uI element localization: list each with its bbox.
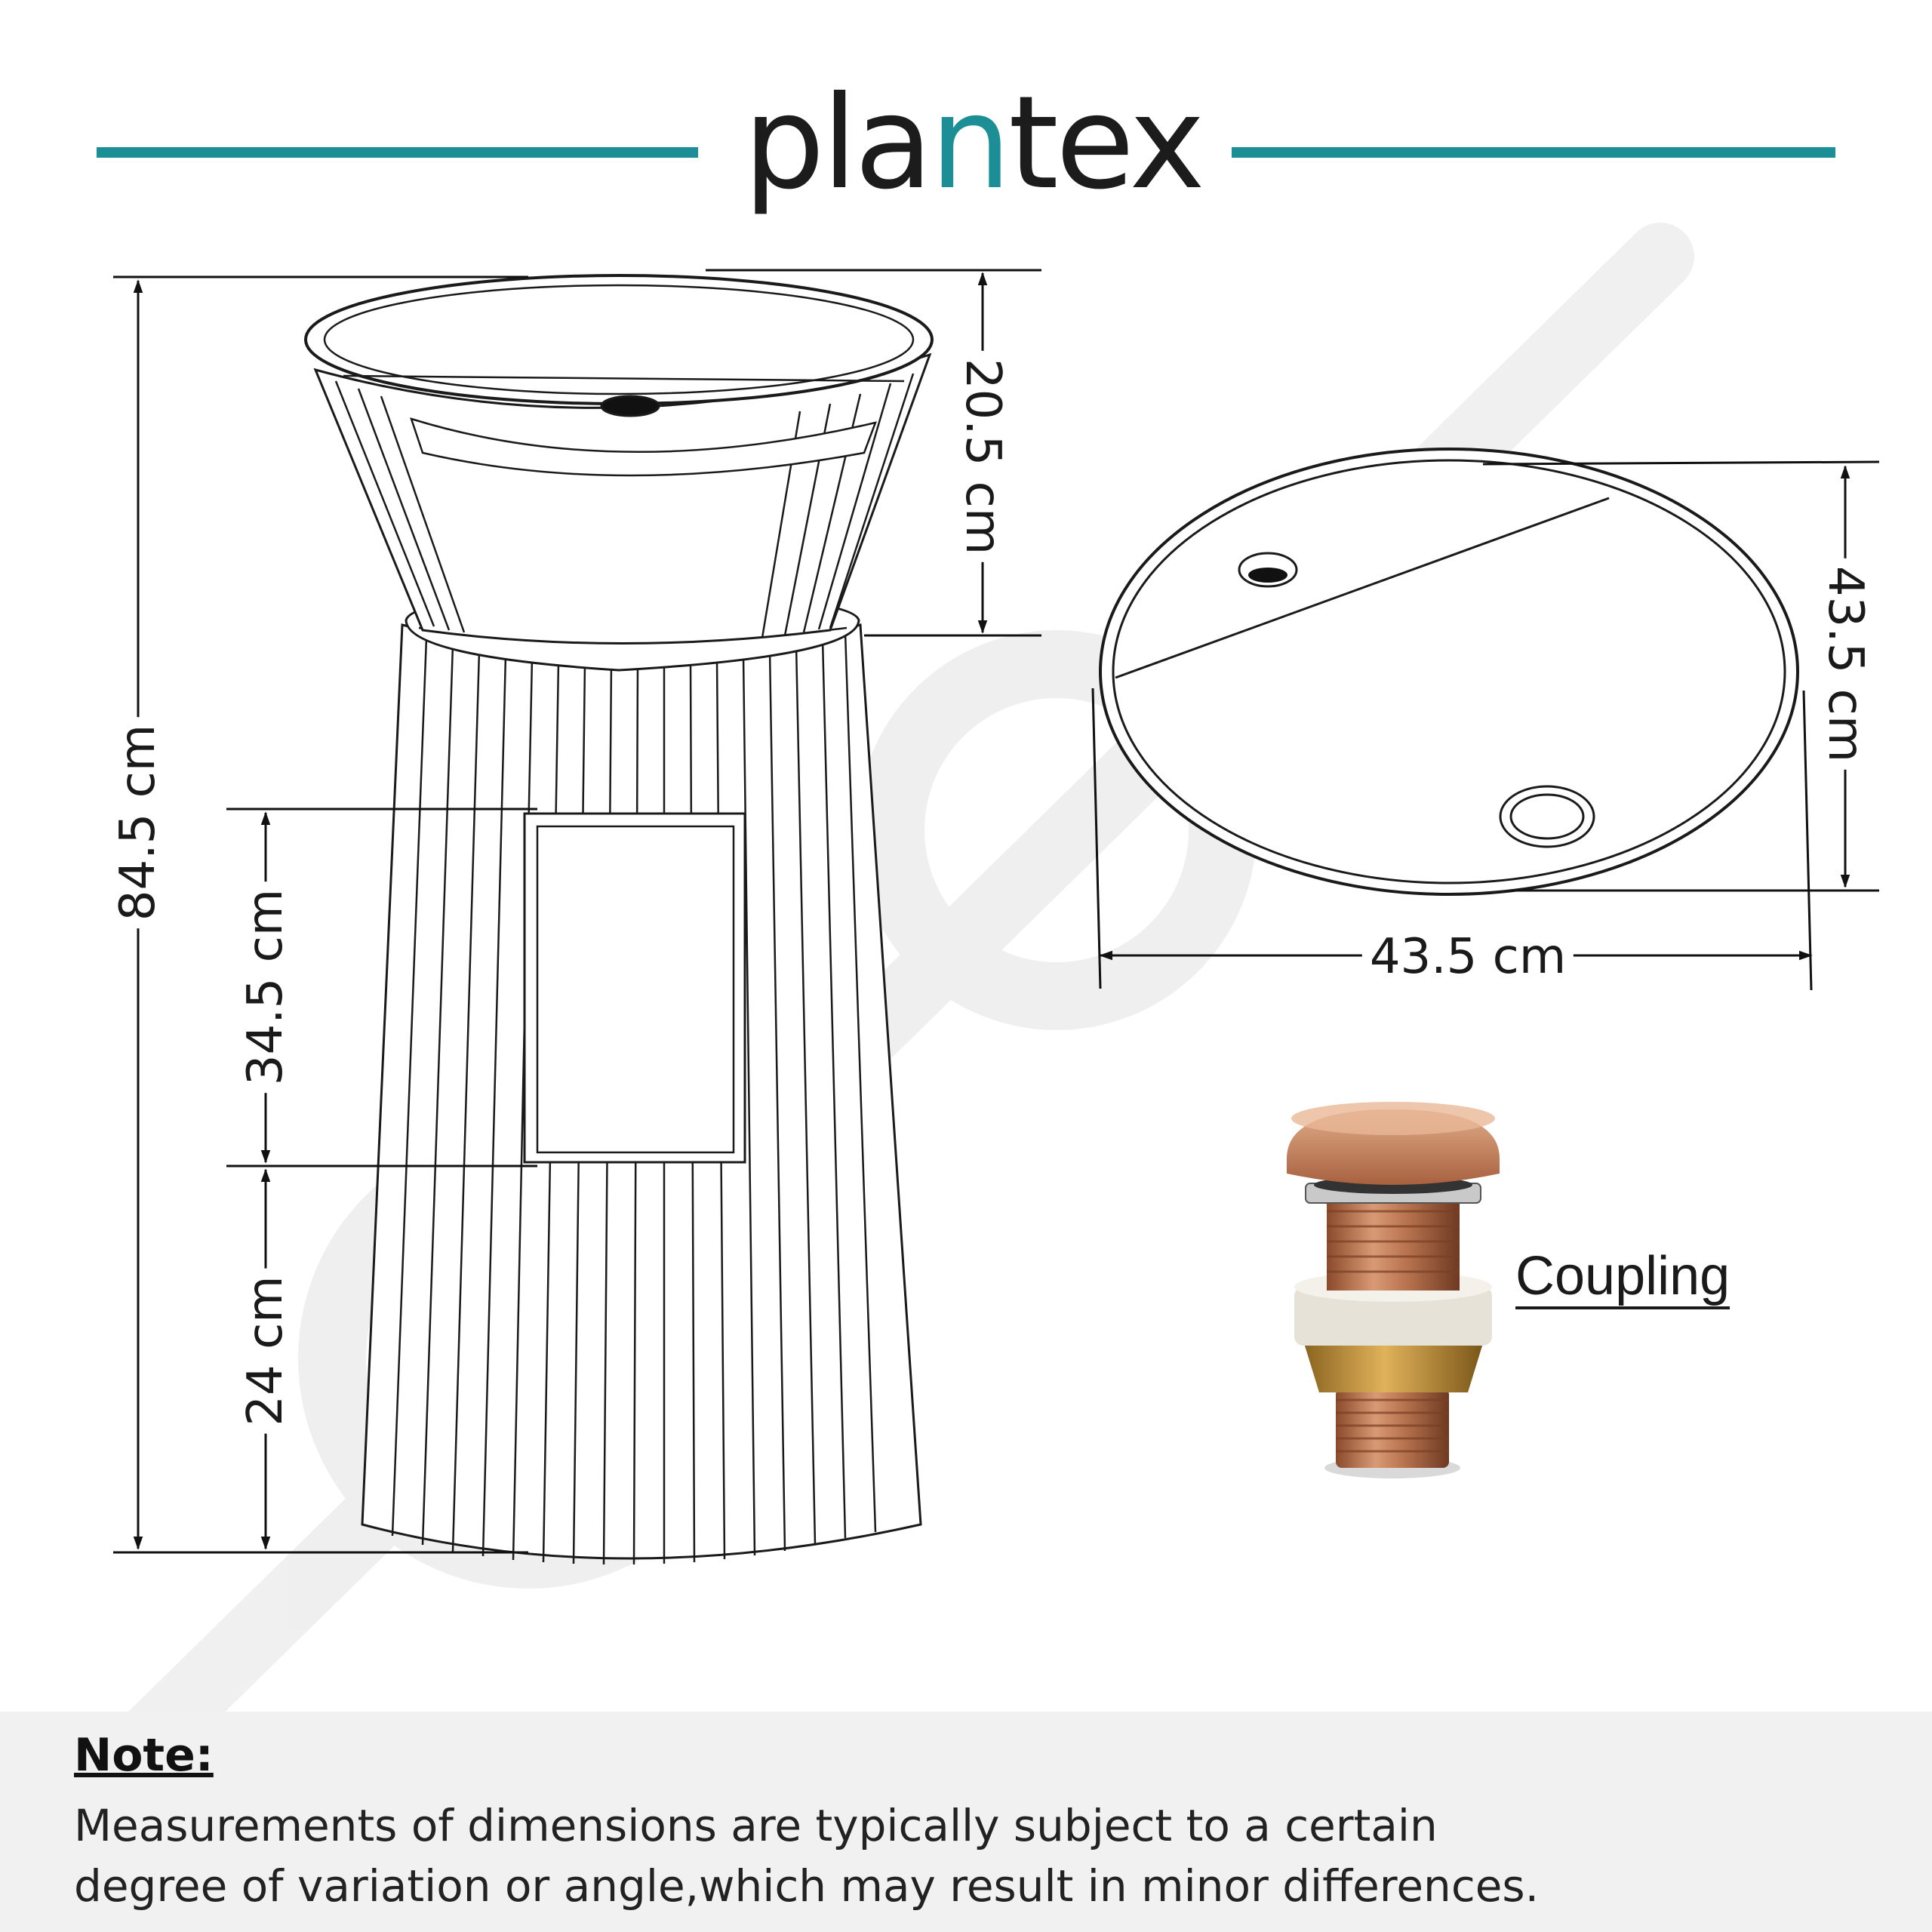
top-depth-label: 43.5 cm — [1821, 558, 1869, 770]
note-title: Note: — [74, 1729, 214, 1782]
panel-height-label: 34.5 cm — [242, 881, 290, 1093]
top-view-basin — [1100, 449, 1798, 894]
top-width-label: 43.5 cm — [1362, 933, 1574, 981]
coupling-image — [1287, 1102, 1500, 1478]
note-line-1: Measurements of dimensions are typically subject to a certain — [74, 1800, 1438, 1851]
access-panel — [525, 814, 745, 1162]
brand-logo — [736, 69, 1210, 218]
top-view-rim-inner — [1113, 460, 1785, 883]
pedestal-basin — [306, 275, 932, 1564]
note-line-2: degree of variation or angle,which may result in minor differences. — [74, 1860, 1540, 1912]
basin-height-label: 20.5 cm — [958, 351, 1007, 562]
base-height-label: 24 cm — [242, 1268, 290, 1433]
brand-name-accent: n — [930, 69, 1009, 218]
coupling-label: Coupling — [1515, 1249, 1730, 1309]
tap-hole — [601, 396, 659, 416]
brand-name-suffix: tex — [1008, 69, 1202, 218]
total-height-label: 84.5 cm — [114, 717, 162, 928]
brand-name-prefix: pla — [743, 69, 931, 218]
